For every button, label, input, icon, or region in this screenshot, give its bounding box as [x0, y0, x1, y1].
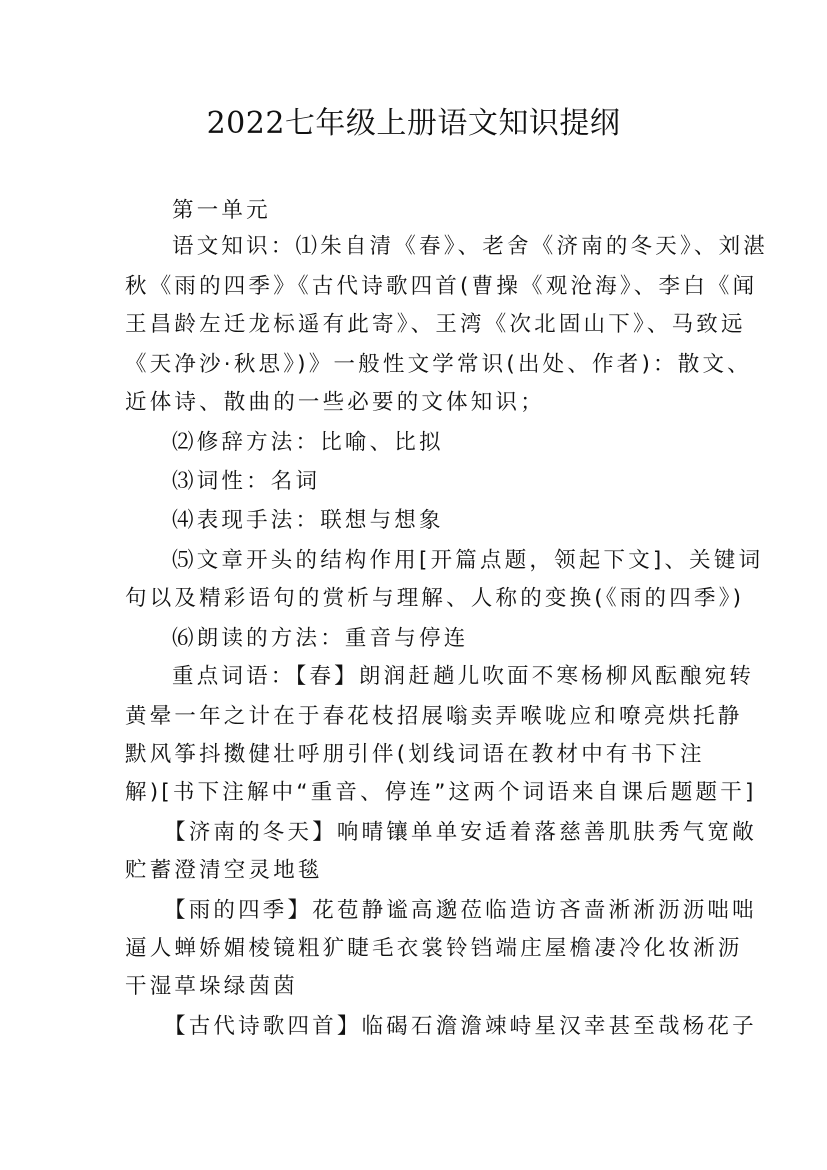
- text-line: 王昌龄左迁龙标遥有此寄》、王湾《次北固山下》、马致远: [125, 312, 746, 337]
- text-line: ⑵修辞方法：比喻、比拟: [172, 430, 444, 455]
- text-line: 句以及精彩语句的赏析与理解、人称的变换(《雨的四季》): [125, 586, 745, 611]
- document-title: 2022七年级上册语文知识提纲: [206, 106, 621, 141]
- text-line: 【济南的冬天】响晴镶单单安适着落慈善肌肤秀气宽敞: [164, 820, 757, 845]
- text-line: ⑸文章开头的结构作用[开篇点题，领起下文]、关键词: [172, 548, 764, 573]
- text-line: 《天净沙·秋思》)》一般性文学常识(出处、作者)：散文、: [125, 352, 752, 377]
- text-line: ⑷表现手法：联想与想象: [172, 508, 444, 533]
- text-line: 秋《雨的四季》《古代诗歌四首(曹操《观沧海》、李白《闻: [125, 274, 758, 299]
- text-line: 第一单元: [172, 198, 271, 223]
- text-line: 重点词语：【春】朗润赶趟儿吹面不寒杨柳风酝酿宛转: [172, 664, 755, 689]
- text-line: 近体诗、散曲的一些必要的文体知识；: [125, 390, 545, 415]
- text-line: 【雨的四季】花苞静谧高邈莅临造访吝啬淅淅沥沥咄咄: [164, 898, 757, 923]
- text-line: 贮蓄澄清空灵地毯: [125, 858, 323, 883]
- text-line: 【古代诗歌四首】临碣石澹澹竦峙星汉幸甚至哉杨花子: [164, 1014, 757, 1039]
- text-line: 干湿草垛绿茵茵: [125, 974, 298, 999]
- text-line: 语文知识：⑴朱自清《春》、老舍《济南的冬天》、刘湛: [172, 234, 769, 259]
- text-line: ⑹朗读的方法：重音与停连: [172, 626, 469, 651]
- text-line: 逼人蝉娇媚棱镜粗犷睫毛衣裳铃铛端庄屋檐凄冷化妆淅沥: [125, 936, 743, 961]
- text-line: ⑶词性：名词: [172, 469, 321, 494]
- text-line: 解)[书下注解中“重音、停连”这两个词语来自课后题题干]: [125, 780, 757, 805]
- text-line: 默风筝抖擞健壮呼朋引伴(划线词语在教材中有书下注: [125, 742, 705, 767]
- text-line: 黄晕一年之计在于春花枝招展嗡卖弄喉咙应和嘹亮烘托静: [125, 704, 743, 729]
